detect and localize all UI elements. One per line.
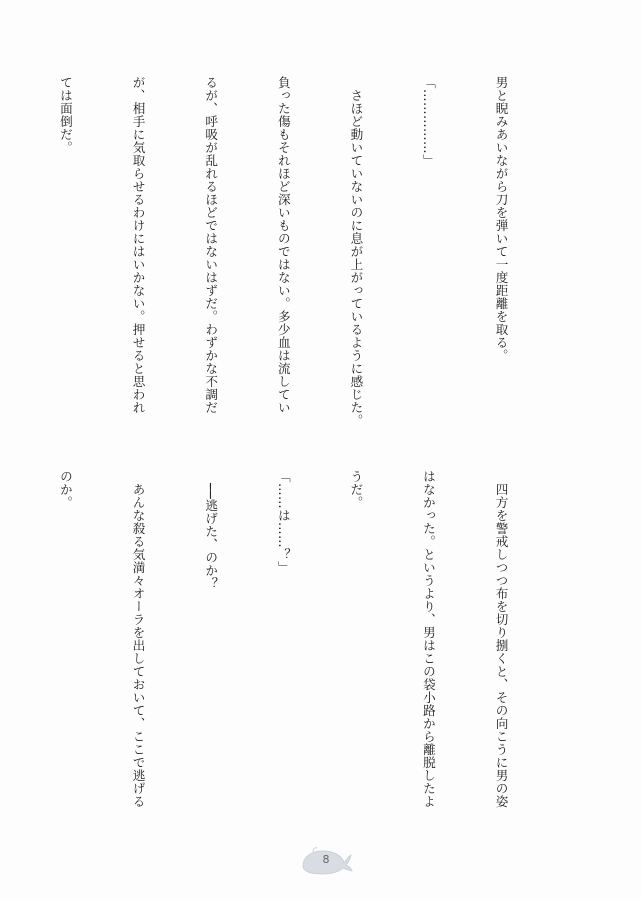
text-line: が、相手に気取らせるわけにはいかない。押せると思われ bbox=[130, 76, 146, 414]
text-line: 「……………」 bbox=[420, 76, 436, 167]
text-line: 「……は……？」 bbox=[275, 470, 291, 574]
page-number: 8 bbox=[322, 853, 330, 866]
text-line: あんな殺る気満々オーラを出しておいて、ここで逃げる bbox=[130, 470, 146, 808]
page-folio bbox=[299, 846, 353, 876]
text-line: 四方を警戒しつつ布を切り捌くと、その向こうに男の姿 bbox=[493, 470, 509, 808]
text-line: 男と睨みあいながら刀を弾いて一度距離を取る。 bbox=[493, 76, 509, 362]
text-line: ──逃げた、のか？ bbox=[203, 470, 219, 590]
text-line: うだ。 bbox=[348, 470, 364, 509]
top-text-block bbox=[0, 76, 561, 427]
text-line: 負った傷もそれほど深いものではない。多少血は流してい bbox=[275, 76, 291, 414]
text-line: るが、呼吸が乱れるほどではないはずだ。わずかな不調だ bbox=[203, 76, 219, 414]
text-line bbox=[0, 76, 4, 420]
bottom-text-block bbox=[0, 470, 561, 814]
text-line: はなかった。というより、男はこの袋小路から離脱したよ bbox=[420, 470, 436, 808]
text-line: ては面倒だ。 bbox=[57, 76, 73, 154]
text-line: のか。 bbox=[57, 470, 73, 509]
text-line bbox=[0, 470, 4, 814]
text-line: さほど動いていないのに息が上がっているように感じた。 bbox=[348, 76, 364, 427]
